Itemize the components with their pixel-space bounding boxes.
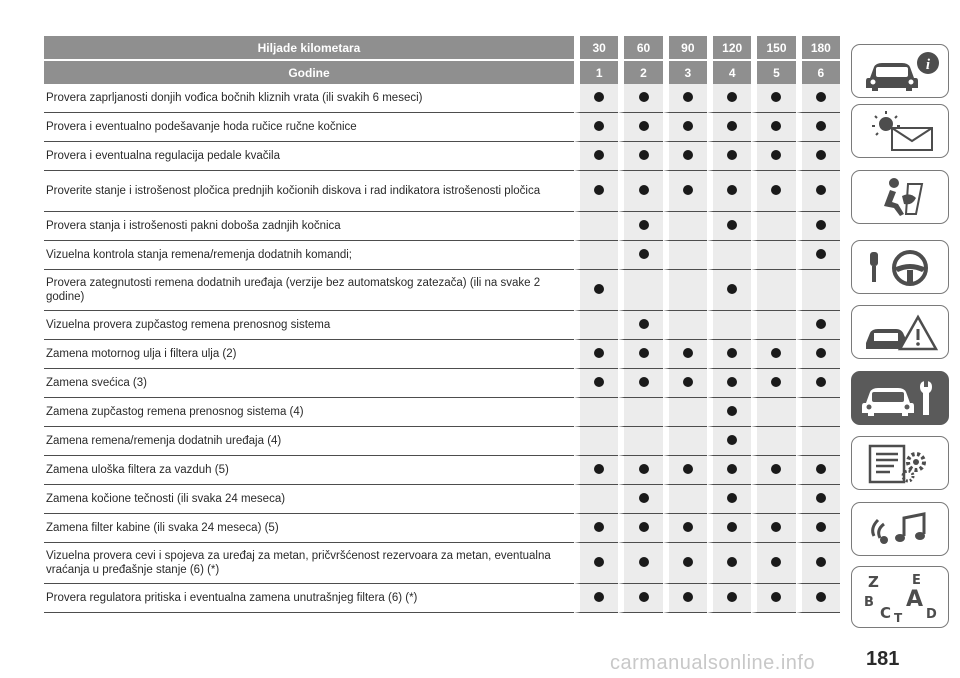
interval-cell	[618, 171, 662, 212]
interval-cell	[751, 369, 795, 398]
interval-cell	[751, 84, 795, 113]
check-dot	[816, 493, 826, 503]
table-row	[44, 456, 840, 485]
check-dot	[771, 121, 781, 131]
interval-cell	[618, 456, 662, 485]
check-dot	[683, 150, 693, 160]
check-dot	[639, 220, 649, 230]
index-letter: T	[894, 611, 903, 624]
interval-cell	[796, 84, 840, 113]
check-dot	[639, 464, 649, 474]
interval-cell	[796, 369, 840, 398]
car-accident-warning-icon	[856, 309, 944, 355]
interval-cell	[707, 340, 751, 369]
interval-cell	[707, 398, 751, 427]
row-label: Provera i eventualno podešavanje hoda ručice ručne kočnice	[44, 113, 574, 142]
interval-cell	[663, 398, 707, 427]
index-letter: C	[880, 604, 892, 622]
interval-cell	[796, 171, 840, 212]
table-row	[44, 270, 840, 311]
row-label: Vizuelna provera cevi i spojeva za uređaj za metan, pričvršćenost rezervoara za metan, eventualna vraćanja u prеđašnje stanje (6) (*)	[44, 543, 574, 584]
header-km-col: 90	[663, 36, 707, 59]
interval-cell	[663, 212, 707, 241]
header-km-col: 30	[574, 36, 618, 59]
check-dot	[639, 557, 649, 567]
header-year-col: 6	[796, 59, 840, 84]
interval-cell	[751, 584, 795, 613]
interval-cell	[618, 584, 662, 613]
check-dot	[594, 522, 604, 532]
check-dot	[816, 592, 826, 602]
check-dot	[727, 92, 737, 102]
interval-cell	[618, 241, 662, 270]
row-label: Zamena svećica (3)	[44, 369, 574, 398]
interval-cell	[796, 543, 840, 584]
interval-cell	[574, 456, 618, 485]
check-dot	[594, 150, 604, 160]
check-dot	[816, 150, 826, 160]
interval-cell	[751, 398, 795, 427]
interval-cell	[751, 113, 795, 142]
check-dot	[771, 557, 781, 567]
check-dot	[727, 592, 737, 602]
warning-light-envelope-icon	[856, 108, 944, 154]
header-year-col: 2	[618, 59, 662, 84]
check-dot	[683, 377, 693, 387]
header-km-col: 180	[796, 36, 840, 59]
check-dot	[639, 493, 649, 503]
interval-cell	[618, 369, 662, 398]
check-dot	[816, 557, 826, 567]
check-dot	[771, 92, 781, 102]
interval-cell	[707, 241, 751, 270]
interval-cell	[663, 113, 707, 142]
interval-cell	[707, 514, 751, 543]
svg-text:i: i	[925, 57, 931, 73]
check-dot	[639, 377, 649, 387]
table-row	[44, 113, 840, 142]
interval-cell	[751, 212, 795, 241]
check-dot	[683, 557, 693, 567]
table-row	[44, 398, 840, 427]
interval-cell	[663, 456, 707, 485]
check-dot	[639, 319, 649, 329]
interval-cell	[707, 171, 751, 212]
row-label: Provera zaprljanosti donjih vođica bočnih kliznih vrata (ili svakih 6 meseci)	[44, 84, 574, 113]
table-row	[44, 241, 840, 270]
interval-cell	[751, 241, 795, 270]
interval-cell	[574, 584, 618, 613]
check-dot	[639, 348, 649, 358]
row-label: Zamena zupčastog remena prenosnog sistema (4)	[44, 398, 574, 427]
interval-cell	[663, 340, 707, 369]
header-km-col: 60	[618, 36, 662, 59]
check-dot	[727, 185, 737, 195]
check-dot	[816, 319, 826, 329]
interval-cell	[663, 369, 707, 398]
header-row-kilometers	[44, 36, 840, 59]
header-km-col: 120	[707, 36, 751, 59]
check-dot	[727, 121, 737, 131]
interval-cell	[618, 270, 662, 311]
interval-cell	[663, 427, 707, 456]
check-dot	[727, 377, 737, 387]
interval-cell	[574, 543, 618, 584]
table-row	[44, 427, 840, 456]
interval-cell	[707, 456, 751, 485]
check-dot	[594, 464, 604, 474]
row-label: Zamena kočione tečnosti (ili svaka 24 meseca)	[44, 485, 574, 514]
interval-cell	[663, 84, 707, 113]
check-dot	[727, 557, 737, 567]
interval-cell	[574, 241, 618, 270]
interval-cell	[707, 84, 751, 113]
row-label: Zamena uloška filtera za vazduh (5)	[44, 456, 574, 485]
header-year-col: 3	[663, 59, 707, 84]
table-row	[44, 584, 840, 613]
interval-cell	[751, 171, 795, 212]
index-letter: D	[926, 607, 937, 622]
check-dot	[594, 592, 604, 602]
table-row	[44, 84, 840, 113]
nav-index[interactable]	[851, 566, 949, 628]
row-label: Provera regulatora pritiska i eventualna zamena unutrašnjeg filtera (6) (*)	[44, 584, 574, 613]
car-wrench-icon	[856, 375, 944, 421]
interval-cell	[618, 113, 662, 142]
check-dot	[594, 557, 604, 567]
header-kilometers-label: Hiljade kilometara	[44, 36, 574, 59]
interval-cell	[618, 485, 662, 514]
interval-cell	[751, 485, 795, 514]
nav-starting-driving[interactable]	[851, 240, 949, 294]
check-dot	[639, 249, 649, 259]
interval-cell	[663, 543, 707, 584]
interval-cell	[707, 311, 751, 340]
row-label: Vizuelna kontrola stanja remena/remenja dodatnih komandi;	[44, 241, 574, 270]
index-letter: B	[864, 595, 874, 610]
interval-cell	[751, 142, 795, 171]
interval-cell	[574, 311, 618, 340]
check-dot	[727, 220, 737, 230]
interval-cell	[707, 543, 751, 584]
interval-cell	[796, 514, 840, 543]
check-dot	[771, 522, 781, 532]
check-dot	[816, 377, 826, 387]
interval-cell	[574, 171, 618, 212]
interval-cell	[663, 485, 707, 514]
interval-cell	[574, 212, 618, 241]
check-dot	[683, 121, 693, 131]
interval-cell	[707, 485, 751, 514]
interval-cell	[796, 241, 840, 270]
key-steering-wheel-icon	[856, 244, 944, 290]
interval-cell	[574, 84, 618, 113]
table-row	[44, 311, 840, 340]
interval-cell	[574, 113, 618, 142]
table-body	[44, 84, 840, 613]
check-dot	[816, 185, 826, 195]
maintenance-schedule-table	[44, 36, 840, 613]
check-dot	[771, 185, 781, 195]
check-dot	[639, 150, 649, 160]
check-dot	[594, 284, 604, 294]
interval-cell	[796, 212, 840, 241]
interval-cell	[796, 584, 840, 613]
row-label: Proverite stanje i istrošenost pločica prednjih kočionih diskova i rad indikatora istrošenosti pločica	[44, 171, 574, 212]
interval-cell	[663, 241, 707, 270]
nav-maintenance[interactable]	[851, 371, 949, 425]
interval-cell	[663, 311, 707, 340]
interval-cell	[574, 340, 618, 369]
nav-warning-lights[interactable]	[851, 104, 949, 158]
row-label: Zamena filter kabine (ili svaka 24 meseca) (5)	[44, 514, 574, 543]
interval-cell	[707, 212, 751, 241]
check-dot	[771, 377, 781, 387]
interval-cell	[618, 311, 662, 340]
interval-cell	[751, 270, 795, 311]
row-label: Zamena motornog ulja i filtera ulja (2)	[44, 340, 574, 369]
check-dot	[594, 92, 604, 102]
interval-cell	[796, 270, 840, 311]
check-dot	[816, 249, 826, 259]
table-row	[44, 485, 840, 514]
interval-cell	[796, 398, 840, 427]
check-dot	[816, 348, 826, 358]
check-dot	[816, 121, 826, 131]
interval-cell	[751, 543, 795, 584]
check-dot	[683, 522, 693, 532]
nav-safety[interactable]	[851, 170, 949, 224]
car-info-icon	[856, 48, 944, 94]
interval-cell	[707, 142, 751, 171]
check-dot	[683, 592, 693, 602]
header-year-col: 5	[751, 59, 795, 84]
row-label: Provera stanja i istrošenosti pakni doboša zadnjih kočnica	[44, 212, 574, 241]
header-year-col: 4	[707, 59, 751, 84]
alphabet-index-icon	[856, 570, 944, 624]
table-row	[44, 142, 840, 171]
table-row	[44, 369, 840, 398]
interval-cell	[796, 311, 840, 340]
header-row-years	[44, 59, 840, 84]
interval-cell	[796, 113, 840, 142]
check-dot	[771, 348, 781, 358]
check-dot	[727, 150, 737, 160]
interval-cell	[618, 84, 662, 113]
table-row	[44, 514, 840, 543]
index-letter: Z	[868, 573, 879, 591]
interval-cell	[618, 427, 662, 456]
interval-cell	[574, 427, 618, 456]
check-dot	[683, 92, 693, 102]
check-dot	[727, 435, 737, 445]
interval-cell	[707, 113, 751, 142]
airbag-seat-icon	[856, 174, 944, 220]
check-dot	[683, 348, 693, 358]
header-years-label: Godine	[44, 59, 574, 84]
nav-car-info[interactable]	[851, 44, 949, 98]
check-dot	[727, 284, 737, 294]
interval-cell	[707, 427, 751, 456]
watermark: carmanualsonline.info	[610, 652, 816, 674]
check-dot	[639, 121, 649, 131]
check-dot	[727, 464, 737, 474]
interval-cell	[574, 485, 618, 514]
interval-cell	[663, 514, 707, 543]
document-gear-icon	[856, 440, 944, 486]
index-letter: E	[912, 573, 921, 588]
table-row	[44, 171, 840, 212]
interval-cell	[663, 584, 707, 613]
table-row	[44, 543, 840, 584]
interval-cell	[796, 485, 840, 514]
check-dot	[727, 493, 737, 503]
interval-cell	[618, 514, 662, 543]
interval-cell	[663, 142, 707, 171]
check-dot	[639, 592, 649, 602]
check-dot	[771, 464, 781, 474]
row-label: Vizuelna provera zupčastog remena prenosnog sistema	[44, 311, 574, 340]
check-dot	[727, 522, 737, 532]
interval-cell	[751, 340, 795, 369]
interval-cell	[796, 456, 840, 485]
table-row	[44, 340, 840, 369]
header-year-col: 1	[574, 59, 618, 84]
check-dot	[727, 348, 737, 358]
check-dot	[727, 406, 737, 416]
check-dot	[816, 92, 826, 102]
interval-cell	[574, 142, 618, 171]
interval-cell	[751, 311, 795, 340]
row-label: Zamena remena/remenja dodatnih uređaja (4)	[44, 427, 574, 456]
media-music-icon	[856, 506, 944, 552]
interval-cell	[796, 142, 840, 171]
interval-cell	[707, 270, 751, 311]
check-dot	[594, 348, 604, 358]
check-dot	[594, 377, 604, 387]
interval-cell	[574, 514, 618, 543]
check-dot	[639, 185, 649, 195]
nav-emergency[interactable]	[851, 305, 949, 359]
check-dot	[816, 522, 826, 532]
check-dot	[683, 185, 693, 195]
interval-cell	[796, 427, 840, 456]
header-km-col: 150	[751, 36, 795, 59]
interval-cell	[618, 543, 662, 584]
interval-cell	[618, 340, 662, 369]
interval-cell	[574, 398, 618, 427]
interval-cell	[618, 398, 662, 427]
interval-cell	[707, 369, 751, 398]
check-dot	[771, 150, 781, 160]
interval-cell	[663, 270, 707, 311]
check-dot	[594, 185, 604, 195]
check-dot	[639, 92, 649, 102]
table-row	[44, 212, 840, 241]
interval-cell	[751, 456, 795, 485]
interval-cell	[707, 584, 751, 613]
interval-cell	[663, 171, 707, 212]
nav-multimedia[interactable]	[851, 502, 949, 556]
interval-cell	[618, 142, 662, 171]
interval-cell	[751, 514, 795, 543]
check-dot	[816, 220, 826, 230]
interval-cell	[751, 427, 795, 456]
interval-cell	[618, 212, 662, 241]
check-dot	[594, 121, 604, 131]
check-dot	[683, 464, 693, 474]
interval-cell	[796, 340, 840, 369]
index-letter: A	[906, 587, 924, 612]
check-dot	[639, 522, 649, 532]
nav-technical-data[interactable]	[851, 436, 949, 490]
row-label: Provera i eventualna regulacija pedale kvačila	[44, 142, 574, 171]
check-dot	[816, 464, 826, 474]
interval-cell	[574, 270, 618, 311]
page-number: 181	[866, 648, 900, 670]
check-dot	[771, 592, 781, 602]
row-label: Provera zategnutosti remena dodatnih uređaja (verzije bez automatskog zatezača) (ili na svake 2 godine)	[44, 270, 574, 311]
interval-cell	[574, 369, 618, 398]
